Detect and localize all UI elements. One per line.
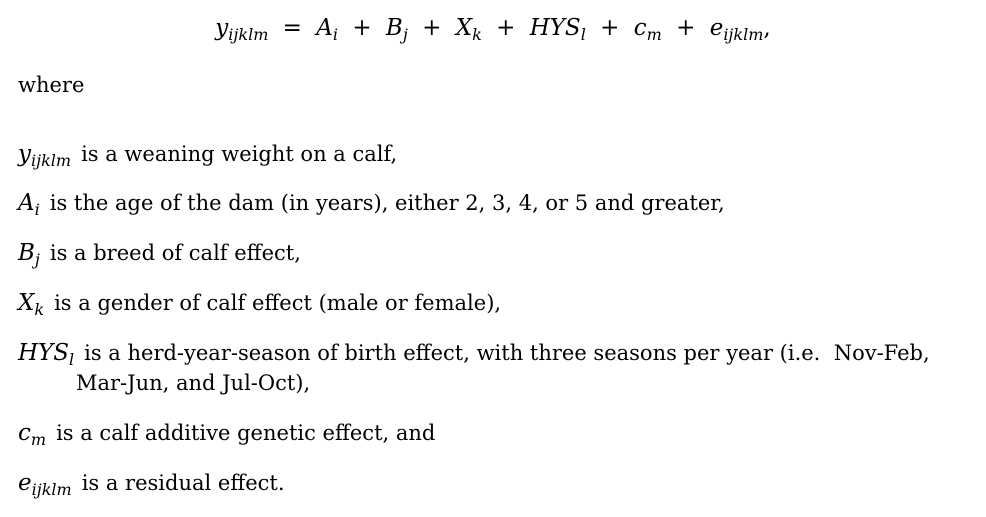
symbol-subscript: k bbox=[34, 300, 45, 319]
definition-text: is a calf additive genetic effect, and bbox=[56, 421, 436, 445]
equation-term-genetic-subscript: m bbox=[646, 25, 662, 44]
symbol-subscript: j bbox=[34, 250, 40, 269]
symbol-base: A bbox=[18, 190, 35, 216]
definition-gender bbox=[18, 288, 968, 318]
definition-symbol bbox=[18, 418, 46, 448]
definition-breed bbox=[18, 238, 968, 268]
definition-text: is a breed of calf effect, bbox=[49, 241, 301, 265]
equation-term-age: A bbox=[316, 15, 333, 41]
equation-lhs-subscript: ijklm bbox=[228, 25, 269, 44]
symbol-subscript: ijklm bbox=[31, 151, 72, 170]
equation-term-residual: e bbox=[709, 15, 724, 41]
equation-term-hys-subscript: l bbox=[580, 25, 586, 44]
definition-symbol bbox=[18, 188, 40, 218]
symbol-subscript: ijklm bbox=[31, 480, 72, 499]
definition-herd-year-season bbox=[18, 338, 968, 398]
equation-term-breed-subscript: j bbox=[402, 25, 408, 44]
symbol-base: y bbox=[18, 141, 31, 167]
plus-sign: + bbox=[422, 15, 442, 41]
symbol-base: B bbox=[18, 240, 35, 266]
definition-symbol bbox=[18, 238, 40, 268]
definition-text: is a residual effect. bbox=[81, 471, 285, 495]
symbol-base: e bbox=[18, 470, 32, 496]
equation-lhs-symbol: y bbox=[215, 15, 229, 41]
definition-symbol bbox=[18, 288, 44, 318]
equation-term-genetic: c bbox=[633, 15, 647, 41]
plus-sign: + bbox=[496, 15, 516, 41]
equation-term-gender: X bbox=[455, 15, 473, 41]
definition-text: is a herd-year-season of birth effect, with three seasons per year (i.e. Nov-Feb, bbox=[84, 341, 930, 365]
equals-sign: = bbox=[282, 15, 302, 41]
definition-additive-genetic bbox=[18, 418, 968, 448]
symbol-subscript: l bbox=[69, 350, 75, 369]
definition-symbol bbox=[18, 468, 72, 498]
definition-symbol bbox=[18, 338, 74, 368]
symbol-base: HYS bbox=[18, 340, 69, 366]
equation-term-hys: HYS bbox=[529, 15, 581, 41]
symbol-subscript: i bbox=[34, 200, 40, 219]
where-label: where bbox=[18, 73, 85, 97]
equation-term-age-subscript: i bbox=[332, 25, 339, 44]
plus-sign: + bbox=[600, 15, 620, 41]
equation-trailing-comma: , bbox=[763, 15, 771, 41]
equation-term-residual-subscript: ijklm bbox=[723, 25, 764, 44]
plus-sign: + bbox=[352, 15, 372, 41]
symbol-base: c bbox=[18, 420, 31, 446]
symbol-subscript: m bbox=[30, 430, 47, 449]
definition-text: is the age of the dam (in years), either 2, 3, 4, or 5 and greater, bbox=[49, 191, 725, 215]
definition-weaning-weight bbox=[18, 139, 968, 169]
equation-term-breed: B bbox=[385, 15, 403, 41]
definition-symbol bbox=[18, 139, 71, 169]
definition-text: is a gender of calf effect (male or female), bbox=[54, 291, 502, 315]
symbol-base: X bbox=[18, 290, 35, 316]
definition-residual bbox=[18, 468, 968, 498]
definition-text-continuation: Mar-Jun, and Jul-Oct), bbox=[76, 371, 311, 395]
model-equation bbox=[0, 12, 986, 44]
equation-term-gender-subscript: k bbox=[472, 25, 482, 44]
definition-text: is a weaning weight on a calf, bbox=[81, 142, 398, 166]
definition-dam-age bbox=[18, 188, 968, 218]
plus-sign: + bbox=[676, 15, 696, 41]
